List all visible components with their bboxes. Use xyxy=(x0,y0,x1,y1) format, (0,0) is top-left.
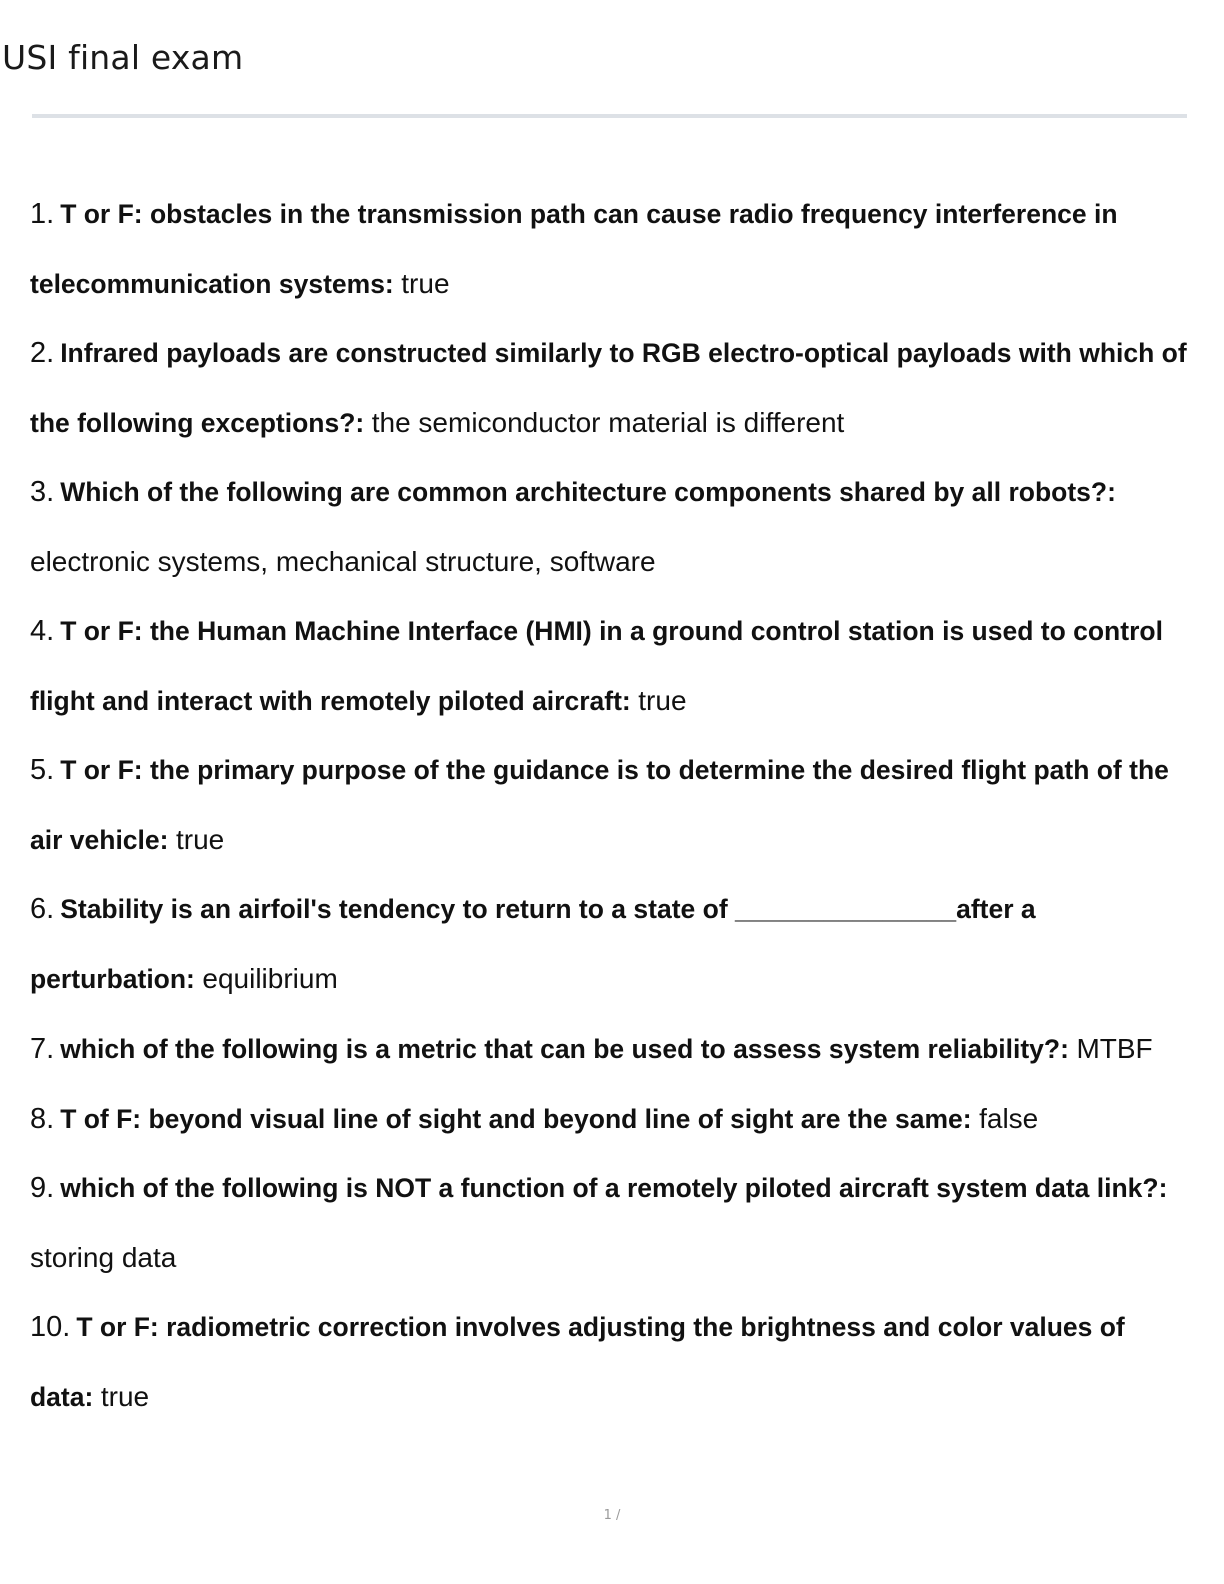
question-number: 7. xyxy=(30,1033,55,1065)
question-item xyxy=(30,597,1195,736)
document-title: USI final exam xyxy=(2,38,244,77)
question-text: T or F: obstacles in the transmission path can cause radio frequency interference in telecommunication systems: xyxy=(30,199,1118,299)
answer-text: true xyxy=(175,824,225,855)
question-text: Stability is an airfoil's tendency to return to a state of _______________after a perturbation: xyxy=(30,894,1036,994)
answer-text: true xyxy=(100,1381,150,1412)
question-item xyxy=(30,1154,1195,1293)
question-number: 8. xyxy=(30,1103,55,1135)
question-text: which of the following is a metric that can be used to assess system reliability?: xyxy=(60,1034,1069,1064)
answer-text: the semiconductor material is different xyxy=(371,407,845,438)
question-number: 3. xyxy=(30,476,55,508)
question-text: Infrared payloads are constructed similarly to RGB electro-optical payloads with which of the following exceptions?: xyxy=(30,338,1187,438)
question-number: 2. xyxy=(30,337,55,369)
question-item xyxy=(30,875,1195,1014)
page-number: 1 / xyxy=(603,1508,621,1523)
question-text: T or F: the Human Machine Interface (HMI) in a ground control station is used to control flight and interact with remotely piloted aircraft: xyxy=(30,616,1163,716)
question-text: T of F: beyond visual line of sight and beyond line of sight are the same: xyxy=(60,1104,972,1134)
answer-text: equilibrium xyxy=(202,963,338,994)
question-item xyxy=(30,736,1195,875)
title-divider xyxy=(32,114,1187,118)
question-item xyxy=(30,1293,1195,1432)
question-number: 10. xyxy=(30,1311,71,1343)
answer-text: true xyxy=(401,268,450,299)
answer-text: false xyxy=(979,1103,1039,1134)
question-item xyxy=(30,1014,1195,1084)
question-item xyxy=(30,1084,1195,1154)
question-item xyxy=(30,319,1195,458)
question-number: 6. xyxy=(30,893,55,925)
question-text: Which of the following are common architecture components shared by all robots?: xyxy=(60,477,1116,507)
question-item xyxy=(30,458,1195,597)
question-item xyxy=(30,180,1195,319)
answer-text: electronic systems, mechanical structure, software xyxy=(30,546,656,577)
question-number: 9. xyxy=(30,1172,55,1204)
question-text: T or F: radiometric correction involves adjusting the brightness and color values of data: xyxy=(30,1312,1125,1412)
question-text: T or F: the primary purpose of the guidance is to determine the desired flight path of the air vehicle: xyxy=(30,755,1169,855)
answer-text: storing data xyxy=(30,1242,177,1273)
answer-text: MTBF xyxy=(1076,1033,1153,1064)
question-number: 4. xyxy=(30,615,55,647)
question-text: which of the following is NOT a function of a remotely piloted aircraft system data link?: xyxy=(60,1173,1168,1203)
question-list xyxy=(30,180,1195,1432)
answer-text: true xyxy=(638,685,687,716)
question-number: 5. xyxy=(30,754,55,786)
question-number: 1. xyxy=(30,198,55,230)
